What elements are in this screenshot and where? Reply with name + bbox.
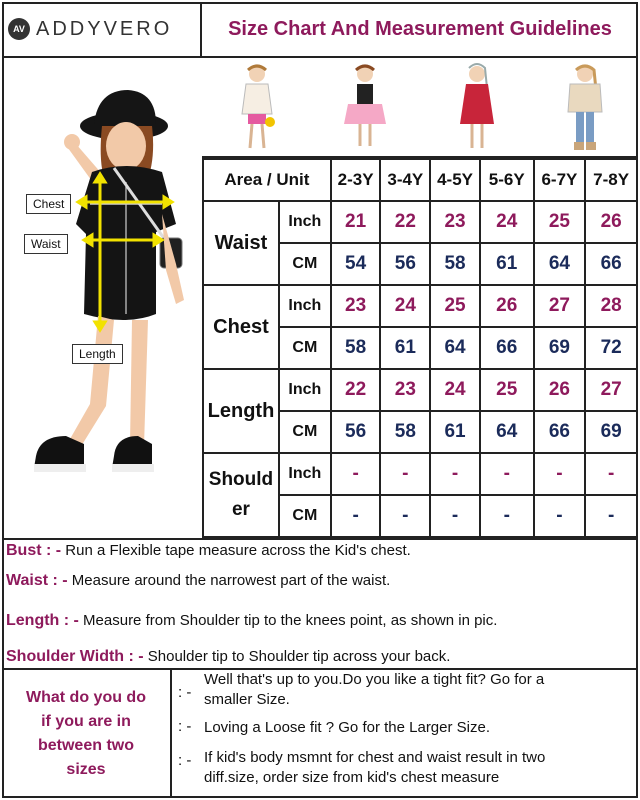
unit-label: Inch <box>279 201 331 243</box>
unit-label: CM <box>279 327 331 369</box>
unit-label: Inch <box>279 453 331 495</box>
guideline-term: Bust : - <box>6 542 62 559</box>
measurement-guidelines <box>2 538 638 670</box>
table-cell: - <box>380 495 430 537</box>
table-cell: 24 <box>430 369 480 411</box>
title-cell <box>202 2 638 58</box>
unit-label: Inch <box>279 369 331 411</box>
table-cell: - <box>331 495 381 537</box>
table-cell: 54 <box>331 243 381 285</box>
size-header: 4-5Y <box>430 159 480 201</box>
answer-line: Well that's up to you.Do you like a tight fit? Go for a <box>204 671 545 688</box>
guideline-bust <box>6 542 411 560</box>
table-header-row <box>203 159 637 201</box>
table-cell: - <box>585 453 637 495</box>
table-cell: 26 <box>480 285 534 327</box>
table-cell: 69 <box>534 327 586 369</box>
model-photo <box>6 64 198 494</box>
table-cell: - <box>480 495 534 537</box>
size-table <box>202 158 638 538</box>
size-header: 5-6Y <box>480 159 534 201</box>
answer-separator: : - <box>178 718 192 735</box>
table-cell: 56 <box>331 411 381 453</box>
sketch-girl-3-icon <box>452 62 502 154</box>
area-label-chest: Chest <box>203 285 279 369</box>
unit-label: CM <box>279 411 331 453</box>
table-cell: 61 <box>480 243 534 285</box>
header-area-unit: Area / Unit <box>203 159 331 201</box>
table-cell: 25 <box>534 201 586 243</box>
table-cell: 58 <box>380 411 430 453</box>
answer-line: Loving a Loose fit ? Go for the Larger Size. <box>204 719 491 736</box>
guideline-text: Run a Flexible tape measure across the Kid's chest. <box>61 542 411 559</box>
table-row <box>203 201 637 243</box>
table-cell: - <box>585 495 637 537</box>
table-cell: - <box>480 453 534 495</box>
table-cell: 66 <box>534 411 586 453</box>
guideline-text: Measure around the narrowest part of the waist. <box>67 572 391 589</box>
table-cell: - <box>380 453 430 495</box>
unit-label: CM <box>279 243 331 285</box>
table-row <box>203 285 637 327</box>
table-cell: 66 <box>480 327 534 369</box>
guideline-text: Measure from Shoulder tip to the knees point, as shown in pic. <box>78 612 498 629</box>
unit-label: Inch <box>279 285 331 327</box>
size-header: 7-8Y <box>585 159 637 201</box>
logo-mark-icon: AV <box>8 18 30 40</box>
table-cell: - <box>430 453 480 495</box>
area-label-shoulder: Should er <box>203 453 279 537</box>
logo-text: ADDYVERO <box>36 17 173 40</box>
table-cell: 25 <box>430 285 480 327</box>
table-cell: 72 <box>585 327 637 369</box>
answer-1 <box>204 670 544 710</box>
table-cell: - <box>534 495 586 537</box>
between-sizes-question: What do you do if you are in between two sizes <box>26 689 146 778</box>
answer-line: diff.size, order size from kid's chest measure <box>204 769 500 786</box>
table-cell: 58 <box>331 327 381 369</box>
answer-3 <box>204 748 545 788</box>
table-cell: - <box>430 495 480 537</box>
answer-line: If kid's body msmnt for chest and waist result in two <box>204 749 546 766</box>
table-cell: - <box>331 453 381 495</box>
length-tag: Length <box>72 344 123 364</box>
table-row <box>203 453 637 495</box>
guideline-term: Length : - <box>6 612 79 629</box>
table-cell: 58 <box>430 243 480 285</box>
table-cell: 61 <box>430 411 480 453</box>
sketch-girl-2-icon <box>340 62 390 154</box>
table-cell: 25 <box>480 369 534 411</box>
answer-separator: : - <box>178 752 192 769</box>
guideline-length <box>6 612 497 630</box>
table-cell: 64 <box>480 411 534 453</box>
table-cell: 66 <box>585 243 637 285</box>
table-cell: 26 <box>534 369 586 411</box>
table-cell: 21 <box>331 201 381 243</box>
table-cell: - <box>534 453 586 495</box>
chest-tag: Chest <box>26 194 71 214</box>
between-sizes-question-cell <box>2 670 172 798</box>
size-header: 2-3Y <box>331 159 381 201</box>
table-cell: 64 <box>534 243 586 285</box>
table-row <box>203 369 637 411</box>
guideline-term: Waist : - <box>6 572 68 589</box>
sketch-girl-1-icon <box>232 62 282 154</box>
brand-logo <box>2 2 202 58</box>
table-cell: 22 <box>331 369 381 411</box>
table-cell: 64 <box>430 327 480 369</box>
size-header: 6-7Y <box>534 159 586 201</box>
area-label-length: Length <box>203 369 279 453</box>
table-cell: 23 <box>331 285 381 327</box>
answer-line: smaller Size. <box>204 691 290 708</box>
answer-2 <box>204 718 490 738</box>
table-cell: 27 <box>534 285 586 327</box>
table-cell: 28 <box>585 285 637 327</box>
unit-label: CM <box>279 495 331 537</box>
fashion-sketches <box>202 58 638 158</box>
table-cell: 23 <box>380 369 430 411</box>
girl-in-dress-icon <box>6 64 198 494</box>
area-label-waist: Waist <box>203 201 279 285</box>
table-cell: 23 <box>430 201 480 243</box>
table-cell: 56 <box>380 243 430 285</box>
waist-tag: Waist <box>24 234 68 254</box>
table-cell: 26 <box>585 201 637 243</box>
table-cell: 61 <box>380 327 430 369</box>
guideline-term: Shoulder Width : - <box>6 648 144 665</box>
table-cell: 27 <box>585 369 637 411</box>
table-cell: 69 <box>585 411 637 453</box>
guideline-waist <box>6 572 390 590</box>
table-cell: 22 <box>380 201 430 243</box>
table-cell: 24 <box>480 201 534 243</box>
answer-separator: : - <box>178 684 192 701</box>
table-cell: 24 <box>380 285 430 327</box>
guideline-shoulder <box>6 648 450 666</box>
sketch-girl-4-icon <box>560 62 610 154</box>
size-header: 3-4Y <box>380 159 430 201</box>
guideline-text: Shoulder tip to Shoulder tip across your back. <box>143 648 451 665</box>
page-title: Size Chart And Measurement Guidelines <box>228 17 612 40</box>
